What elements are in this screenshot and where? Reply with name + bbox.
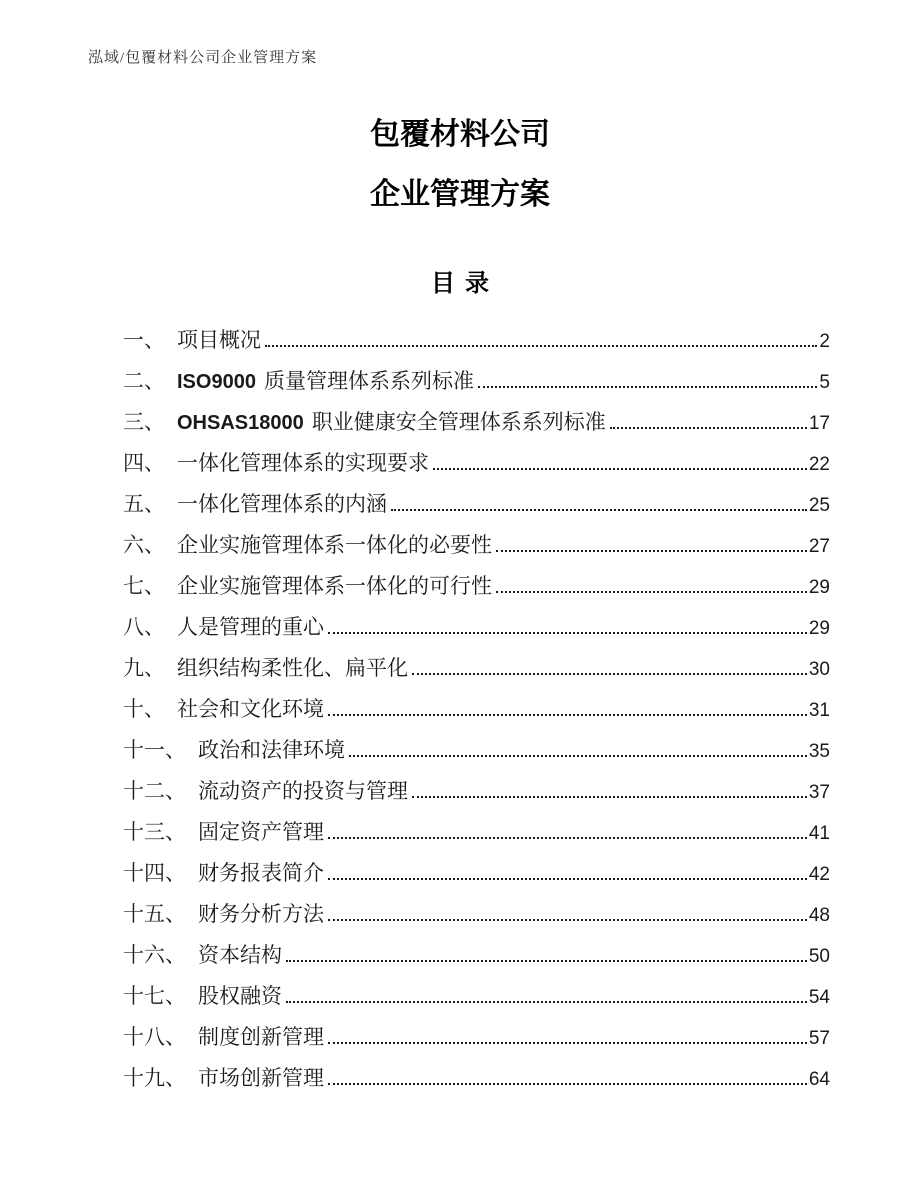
toc-page-number: 41 <box>808 823 830 844</box>
toc-row-title: 资本结构 <box>198 943 282 967</box>
toc-leader-dots <box>286 1000 807 1003</box>
toc-row-ordinal: 九、 <box>123 656 165 680</box>
toc-row[interactable] <box>123 730 830 771</box>
toc-page-number: 31 <box>808 700 830 721</box>
toc-row-ordinal: 六、 <box>123 533 165 557</box>
toc-row-ordinal: 十、 <box>123 697 165 721</box>
toc-leader-dots <box>412 672 807 675</box>
toc-row-title: 项目概况 <box>177 328 261 352</box>
toc-row-title: 股权融资 <box>198 984 282 1008</box>
toc-row-title: 一体化管理体系的内涵 <box>177 492 387 516</box>
toc-page-number: 30 <box>808 659 830 680</box>
toc-row[interactable] <box>123 361 830 402</box>
toc-leader-dots <box>412 795 807 798</box>
toc-page-number: 25 <box>808 495 830 516</box>
toc-row-ordinal: 十五、 <box>123 902 186 926</box>
toc-page-number: 57 <box>808 1028 830 1049</box>
toc-row[interactable] <box>123 894 830 935</box>
toc-row-ordinal: 十九、 <box>123 1066 186 1090</box>
toc-row[interactable] <box>123 443 830 484</box>
toc-row-ordinal: 三、 <box>123 410 165 434</box>
toc-row-title: 质量管理体系系列标准 <box>263 369 474 393</box>
toc-page-number: 37 <box>808 782 830 803</box>
toc-leader-dots <box>328 918 807 921</box>
toc-row-ordinal: 十一、 <box>123 738 186 762</box>
toc-row-ordinal: 七、 <box>123 574 165 598</box>
toc-row[interactable] <box>123 525 830 566</box>
doc-title-line2: 企业管理方案 <box>370 178 550 211</box>
toc-row-ordinal: 八、 <box>123 615 165 639</box>
page-header-text: 泓域/包覆材料公司企业管理方案 <box>88 50 318 66</box>
toc-page-number: 27 <box>808 536 830 557</box>
toc-page-number: 64 <box>808 1069 830 1090</box>
toc-row-ordinal: 五、 <box>123 492 165 516</box>
toc-leader-dots <box>328 631 807 634</box>
toc-row[interactable] <box>123 812 830 853</box>
toc-row-title: 企业实施管理体系一体化的可行性 <box>177 574 492 598</box>
toc-page-number: 42 <box>808 864 830 885</box>
toc-row[interactable] <box>123 1017 830 1058</box>
toc-row-title: 固定资产管理 <box>198 820 324 844</box>
toc-row-ordinal: 十二、 <box>123 779 186 803</box>
toc-row-title: 政治和法律环境 <box>198 738 345 762</box>
toc-row-title: 财务报表简介 <box>198 861 324 885</box>
toc-row[interactable] <box>123 607 830 648</box>
toc-row-title: 社会和文化环境 <box>177 697 324 721</box>
toc-leader-dots <box>328 877 807 880</box>
toc-row[interactable] <box>123 484 830 525</box>
toc-row[interactable] <box>123 935 830 976</box>
toc-row-title: 一体化管理体系的实现要求 <box>177 451 429 475</box>
toc-heading: 目录 <box>431 271 499 297</box>
toc-row-title: 组织结构柔性化、扁平化 <box>177 656 408 680</box>
toc-leader-dots <box>286 959 807 962</box>
toc-leader-dots <box>496 590 807 593</box>
toc-row[interactable] <box>123 648 830 689</box>
toc-row-title: 职业健康安全管理体系系列标准 <box>311 410 606 434</box>
toc-leader-dots <box>478 385 817 388</box>
toc-row[interactable] <box>123 566 830 607</box>
toc-row[interactable] <box>123 853 830 894</box>
toc-row-title: 制度创新管理 <box>198 1025 324 1049</box>
toc-page-number: 54 <box>808 987 830 1008</box>
toc-row[interactable] <box>123 771 830 812</box>
toc-page-number: 48 <box>808 905 830 926</box>
toc-row-ordinal: 十八、 <box>123 1025 186 1049</box>
toc-row-ordinal: 十六、 <box>123 943 186 967</box>
toc-row-ordinal: 四、 <box>123 451 165 475</box>
toc-row-ordinal: 十四、 <box>123 861 186 885</box>
toc-row-latin-label: ISO9000 <box>177 371 256 393</box>
toc-row-title: 企业实施管理体系一体化的必要性 <box>177 533 492 557</box>
toc-leader-dots <box>328 1082 807 1085</box>
toc-leader-dots <box>328 1041 807 1044</box>
toc-leader-dots <box>349 754 807 757</box>
toc-row[interactable] <box>123 320 830 361</box>
toc-row-title: 流动资产的投资与管理 <box>198 779 408 803</box>
toc-page-number: 29 <box>808 618 830 639</box>
toc-page-number: 5 <box>819 372 830 393</box>
toc-page-number: 22 <box>808 454 830 475</box>
toc-row-title: 市场创新管理 <box>198 1066 324 1090</box>
toc-row-title: 财务分析方法 <box>198 902 324 926</box>
toc-row-latin-label: OHSAS18000 <box>177 412 304 434</box>
toc-row[interactable] <box>123 402 830 443</box>
toc-leader-dots <box>433 467 807 470</box>
toc-row[interactable] <box>123 976 830 1017</box>
toc-leader-dots <box>391 508 807 511</box>
toc-page-number: 35 <box>808 741 830 762</box>
toc-row-ordinal: 十七、 <box>123 984 186 1008</box>
toc-leader-dots <box>610 426 807 429</box>
toc-row-ordinal: 一、 <box>123 328 165 352</box>
toc-page-number: 29 <box>808 577 830 598</box>
toc-row[interactable] <box>123 689 830 730</box>
toc-leader-dots <box>265 344 817 347</box>
toc-row-title: 人是管理的重心 <box>177 615 324 639</box>
toc-leader-dots <box>496 549 807 552</box>
toc-page-number: 17 <box>808 413 830 434</box>
toc-page-number: 50 <box>808 946 830 967</box>
toc-list <box>123 320 830 1099</box>
toc-page-number: 2 <box>819 331 830 352</box>
toc-row-ordinal: 十三、 <box>123 820 186 844</box>
doc-title-line1: 包覆材料公司 <box>370 118 550 151</box>
toc-row[interactable] <box>123 1058 830 1099</box>
toc-leader-dots <box>328 713 807 716</box>
toc-row-ordinal: 二、 <box>123 369 165 393</box>
toc-leader-dots <box>328 836 807 839</box>
